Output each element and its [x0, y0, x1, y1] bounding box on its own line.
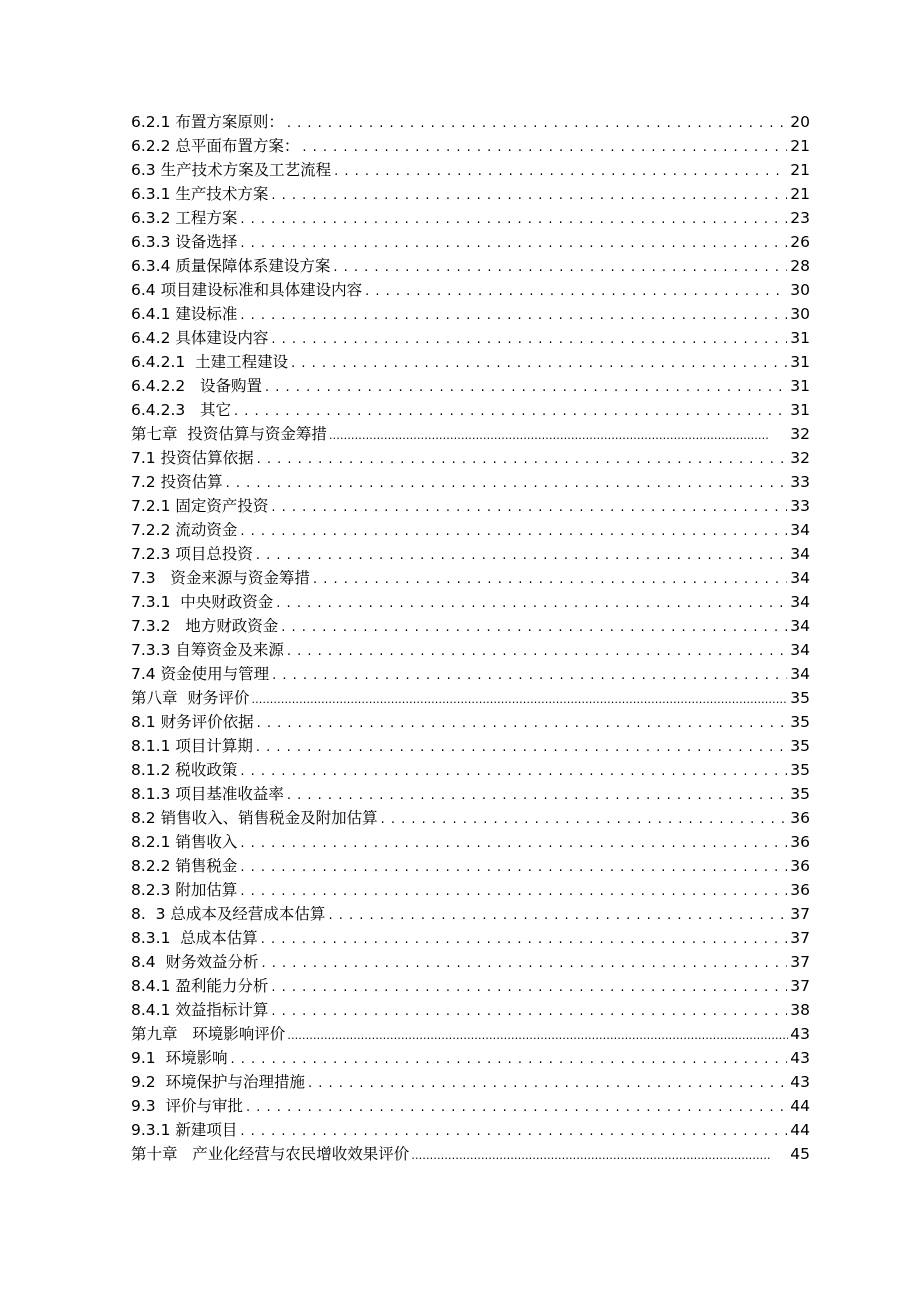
toc-page-number: 34: [790, 545, 810, 563]
toc-dot-leader: [333, 256, 787, 280]
toc-page-number: 35: [790, 785, 810, 803]
toc-entry-title: 8.2 销售收入、销售税金及附加估算: [131, 809, 378, 827]
toc-entry: [131, 206, 810, 230]
toc-entry: [131, 302, 810, 326]
toc-entry-title: 8.4.1 盈利能力分析: [131, 977, 269, 995]
toc-dot-leader: [291, 352, 787, 376]
toc-page-number: 34: [790, 521, 810, 539]
toc-dot-leader: [240, 304, 787, 328]
toc-page-number: 36: [790, 857, 810, 875]
toc-page-number: 38: [790, 1001, 810, 1019]
toc-page-number: 37: [790, 953, 810, 971]
toc-dot-leader: [257, 448, 787, 472]
toc-entry-title: 6.2.2 总平面布置方案：: [131, 137, 300, 155]
toc-entry-title: 第八章 财务评价: [131, 689, 250, 707]
toc-dot-leader: [328, 904, 787, 928]
toc-entry-title: 第十章 产业化经营与农民增收效果评价: [131, 1145, 410, 1163]
toc-entry-title: 8.3.1 总成本估算: [131, 929, 258, 947]
toc-dot-leader: [308, 1072, 787, 1096]
toc-page-number: 43: [790, 1073, 810, 1091]
toc-entry: [131, 134, 810, 158]
toc-page-number: 45: [790, 1145, 810, 1163]
toc-entry: [131, 758, 810, 782]
toc-chapter-entry: [131, 1142, 810, 1166]
toc-entry-title: 9.2 环境保护与治理措施: [131, 1073, 306, 1091]
toc-page-number: 34: [790, 569, 810, 587]
toc-dot-leader: [281, 616, 787, 640]
toc-entry-title: 8.1 财务评价依据: [131, 713, 254, 731]
toc-dot-leader: [240, 520, 787, 544]
toc-page-number: 34: [790, 665, 810, 683]
toc-page-number: 32: [790, 449, 810, 467]
toc-dot-leader: [256, 544, 787, 568]
toc-entry: [131, 158, 810, 182]
toc-entry-title: 9.1 环境影响: [131, 1049, 228, 1067]
toc-entry: [131, 638, 810, 662]
toc-page-number: 44: [790, 1097, 810, 1115]
toc-page-number: 43: [790, 1049, 810, 1067]
toc-dot-leader: [313, 568, 787, 592]
toc-page-number: 35: [790, 737, 810, 755]
toc-entry: [131, 734, 810, 758]
toc-entry: [131, 782, 810, 806]
toc-dot-leader: [381, 808, 787, 832]
toc-entry: [131, 398, 810, 422]
toc-dot-leader: [256, 736, 787, 760]
toc-page-number: 34: [790, 617, 810, 635]
toc-dot-leader: [240, 760, 787, 784]
toc-page-number: 43: [790, 1025, 810, 1043]
toc-entry-title: 8.2.2 销售税金: [131, 857, 238, 875]
toc-page-number: 32: [790, 425, 810, 443]
toc-dot-leader: [231, 1048, 787, 1072]
toc-entry-title: 第七章 投资估算与资金筹措: [131, 425, 327, 443]
toc-entry: [131, 902, 810, 926]
toc-entry-title: 7.2.3 项目总投资: [131, 545, 253, 563]
toc-chapter-entry: [131, 686, 810, 710]
toc-dot-leader: [271, 184, 787, 208]
toc-entry: [131, 830, 810, 854]
toc-dot-leader: [287, 640, 787, 664]
toc-page-number: 33: [790, 473, 810, 491]
toc-entry-title: 6.4.1 建设标准: [131, 305, 238, 323]
toc-page-number: 31: [790, 401, 810, 419]
toc-entry-title: 6.3.2 工程方案: [131, 209, 238, 227]
toc-entry: [131, 926, 810, 950]
toc-page-number: 21: [790, 137, 810, 155]
toc-entry-title: 6.3.1 生产技术方案: [131, 185, 269, 203]
toc-dot-leader: [265, 376, 787, 400]
toc-entry-title: 9.3.1 新建项目: [131, 1121, 238, 1139]
toc-entry: [131, 566, 810, 590]
toc-page-number: 23: [790, 209, 810, 227]
toc-entry: [131, 806, 810, 830]
toc-entry-title: 8.2.1 销售收入: [131, 833, 238, 851]
toc-entry: [131, 254, 810, 278]
toc-entry: [131, 278, 810, 302]
toc-dot-leader: [257, 712, 787, 736]
toc-entry-title: 8.1.3 项目基准收益率: [131, 785, 284, 803]
toc-entry-title: 6.4.2 具体建设内容: [131, 329, 269, 347]
toc-entry-title: 8.4.1 效益指标计算: [131, 1001, 269, 1019]
toc-entry-title: 6.3 生产技术方案及工艺流程: [131, 161, 332, 179]
toc-page-number: 44: [790, 1121, 810, 1139]
toc-page-number: 36: [790, 881, 810, 899]
toc-page-number: 37: [790, 977, 810, 995]
toc-page-number: 31: [790, 353, 810, 371]
toc-page-number: 37: [790, 905, 810, 923]
toc-entry-title: 7.2.1 固定资产投资: [131, 497, 269, 515]
toc-entry-title: 6.4.2.1 土建工程建设: [131, 353, 289, 371]
toc-entry: [131, 854, 810, 878]
toc-entry: [131, 470, 810, 494]
toc-entry-title: 7.3.1 中央财政资金: [131, 593, 274, 611]
toc-dot-leader: [302, 136, 787, 160]
toc-chapter-entry: [131, 422, 810, 446]
toc-entry-title: 7.4 资金使用与管理: [131, 665, 270, 683]
toc-dot-leader: [240, 880, 787, 904]
toc-page-number: 26: [790, 233, 810, 251]
toc-dot-leader: [240, 832, 787, 856]
toc-dot-leader: [240, 1120, 787, 1144]
toc-entry: [131, 614, 810, 638]
toc-page-number: 34: [790, 641, 810, 659]
toc-entry-title: 7.1 投资估算依据: [131, 449, 254, 467]
toc-dot-leader: [271, 496, 787, 520]
toc-dot-leader: [261, 928, 787, 952]
toc-dot-leader: [246, 1096, 787, 1120]
toc-dot-leader: [334, 160, 787, 184]
toc-dot-leader: [240, 232, 787, 256]
toc-entry: [131, 326, 810, 350]
toc-entry: [131, 1118, 810, 1142]
toc-entry-title: 8.4 财务效益分析: [131, 953, 259, 971]
toc-entry: [131, 518, 810, 542]
toc-dot-leader: [271, 328, 787, 352]
toc-entry: [131, 542, 810, 566]
toc-page-number: 21: [790, 185, 810, 203]
toc-entry-title: 7.3 资金来源与资金筹措: [131, 569, 310, 587]
toc-entry: [131, 182, 810, 206]
toc-dot-leader: [251, 688, 788, 712]
toc-dot-leader: [276, 592, 787, 616]
toc-entry-title: 第九章 环境影响评价: [131, 1025, 286, 1043]
toc-dot-leader: [329, 424, 770, 448]
toc-entry: [131, 878, 810, 902]
toc-page-number: 20: [790, 113, 810, 131]
toc-entry: [131, 662, 810, 686]
toc-page-number: 35: [790, 761, 810, 779]
toc-dot-leader: [271, 1000, 787, 1024]
toc-entry-title: 7.2 投资估算: [131, 473, 223, 491]
toc-entry-title: 6.4.2.2 设备购置: [131, 377, 263, 395]
toc-page-number: 37: [790, 929, 810, 947]
toc-dot-leader: [287, 112, 787, 136]
toc-entry-title: 7.3.3 自筹资金及来源: [131, 641, 284, 659]
table-of-contents: [131, 110, 810, 1166]
toc-entry: [131, 1070, 810, 1094]
toc-entry: [131, 974, 810, 998]
toc-entry-title: 8.1.1 项目计算期: [131, 737, 253, 755]
toc-entry-title: 7.3.2 地方财政资金: [131, 617, 279, 635]
toc-dot-leader: [272, 664, 787, 688]
toc-page-number: 35: [790, 713, 810, 731]
toc-page-number: 31: [790, 377, 810, 395]
toc-entry-title: 6.4 项目建设标准和具体建设内容: [131, 281, 363, 299]
toc-entry: [131, 998, 810, 1022]
toc-entry-title: 7.2.2 流动资金: [131, 521, 238, 539]
toc-dot-leader: [262, 952, 787, 976]
toc-entry: [131, 1094, 810, 1118]
toc-dot-leader: [411, 1144, 770, 1168]
toc-dot-leader: [240, 208, 787, 232]
toc-entry-title: 8.1.2 税收政策: [131, 761, 238, 779]
toc-entry-title: 6.3.4 质量保障体系建设方案: [131, 257, 331, 275]
toc-entry: [131, 1046, 810, 1070]
toc-page-number: 31: [790, 329, 810, 347]
toc-page-number: 28: [790, 257, 810, 275]
toc-chapter-entry: [131, 1022, 810, 1046]
toc-entry: [131, 446, 810, 470]
toc-page-number: 36: [790, 833, 810, 851]
toc-dot-leader: [287, 784, 787, 808]
toc-page-number: 34: [790, 593, 810, 611]
toc-entry-title: 6.4.2.3 其它: [131, 401, 232, 419]
toc-entry: [131, 110, 810, 134]
toc-entry-title: 6.2.1 布置方案原则：: [131, 113, 284, 131]
toc-dot-leader: [365, 280, 787, 304]
toc-entry: [131, 350, 810, 374]
toc-dot-leader: [226, 472, 787, 496]
toc-dot-leader: [240, 856, 787, 880]
toc-entry-title: 9.3 评价与审批: [131, 1097, 244, 1115]
toc-entry: [131, 710, 810, 734]
toc-entry: [131, 374, 810, 398]
toc-entry-title: 8.2.3 附加估算: [131, 881, 238, 899]
toc-page-number: 30: [790, 281, 810, 299]
toc-entry: [131, 950, 810, 974]
toc-entry: [131, 230, 810, 254]
toc-dot-leader: [271, 976, 787, 1000]
toc-page-number: 35: [790, 689, 810, 707]
toc-entry: [131, 494, 810, 518]
toc-page-number: 33: [790, 497, 810, 515]
toc-entry-title: 6.3.3 设备选择: [131, 233, 238, 251]
toc-page-number: 30: [790, 305, 810, 323]
toc-dot-leader: [234, 400, 787, 424]
toc-entry: [131, 590, 810, 614]
toc-page-number: 36: [790, 809, 810, 827]
toc-dot-leader: [287, 1024, 788, 1048]
toc-page-number: 21: [790, 161, 810, 179]
toc-entry-title: 8. 3 总成本及经营成本估算: [131, 905, 326, 923]
